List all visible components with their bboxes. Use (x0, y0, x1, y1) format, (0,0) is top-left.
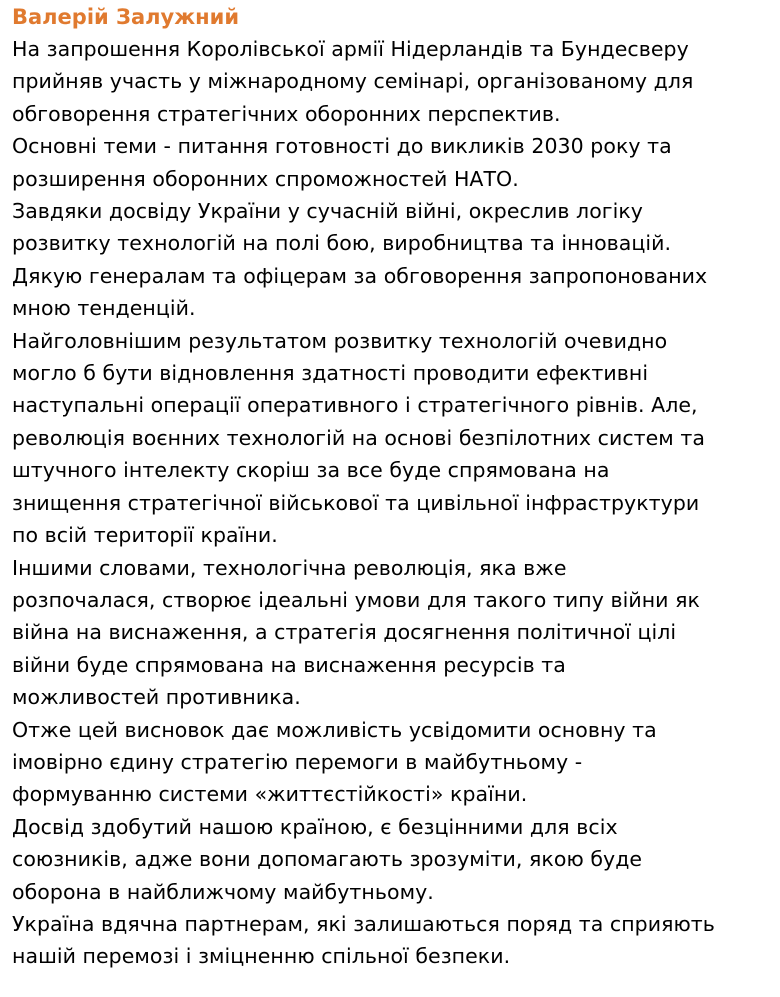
message-text-line: війни буде спрямована на виснаження ресурсів та (12, 652, 566, 677)
message-text-line: війна на виснаження, а стратегія досягнення політичної цілі (12, 620, 677, 645)
message-text-line: по всій території країни. (12, 523, 278, 548)
message-text-line: Отже цей висновок дає можливість усвідомити основну та (12, 717, 657, 742)
message-text-line: Досвід здобутий нашою країною, є безцінними для всіх (12, 814, 618, 839)
message-text-line: обговорення стратегічних оборонних перспектив. (12, 101, 561, 126)
message-text-line: мною тенденцій. (12, 296, 196, 321)
message-text-line: знищення стратегічної військової та цивільної інфраструктури (12, 490, 700, 515)
message-text (12, 33, 772, 973)
message-text-line: Основні теми - питання готовності до викликів 2030 року та (12, 134, 672, 159)
message-text-line: Україна вдячна партнерам, які залишаються поряд та сприяють (12, 911, 715, 936)
message-text-line: революція воєнних технологій на основі безпілотних систем та (12, 425, 705, 450)
message-text-line: наступальні операції оперативного і стратегічного рівнів. Але, (12, 393, 698, 418)
message-text-line: союзників, адже вони допомагають зрозуміти, якою буде (12, 847, 643, 872)
message-text-line: штучного інтелекту скоріш за все буде спрямована на (12, 458, 610, 483)
message-text-line: прийняв участь у міжнародному семінарі, організованому для (12, 69, 694, 94)
message-text-line: формуванню системи «життєстійкості» країни. (12, 782, 528, 807)
message-text-line: Найголовнішим результатом розвитку технологій очевидно (12, 328, 668, 353)
message-text-line: На запрошення Королівської армії Нідерландів та Бундесверу (12, 37, 689, 61)
message-text-line: оборона в найближчому майбутньому. (12, 879, 434, 904)
message-text-line: імовірно єдину стратегію перемоги в майбутньому - (12, 749, 583, 774)
message-text-line: нашій перемозі і зміцненню спільної безпеки. (12, 944, 511, 969)
message-author-name[interactable]: Валерій Залужний (12, 5, 240, 29)
message-text-line: Іншими словами, технологічна революція, яка вже (12, 555, 567, 580)
message-text-line: можливостей противника. (12, 685, 301, 710)
message-text-line: розпочалася, створює ідеальні умови для такого типу війни як (12, 587, 700, 612)
message-text-line: Дякую генералам та офіцерам за обговорення запропонованих (12, 263, 708, 288)
message-text-line: могло б бути відновлення здатності проводити ефективні (12, 361, 649, 386)
message-text-line: розвитку технологій на полі бою, виробництва та інновацій. (12, 231, 672, 256)
message-text-line: Завдяки досвіду України у сучасній війні, окреслив логіку (12, 199, 643, 224)
message-text-line: розширення оборонних спроможностей НАТО. (12, 166, 519, 191)
